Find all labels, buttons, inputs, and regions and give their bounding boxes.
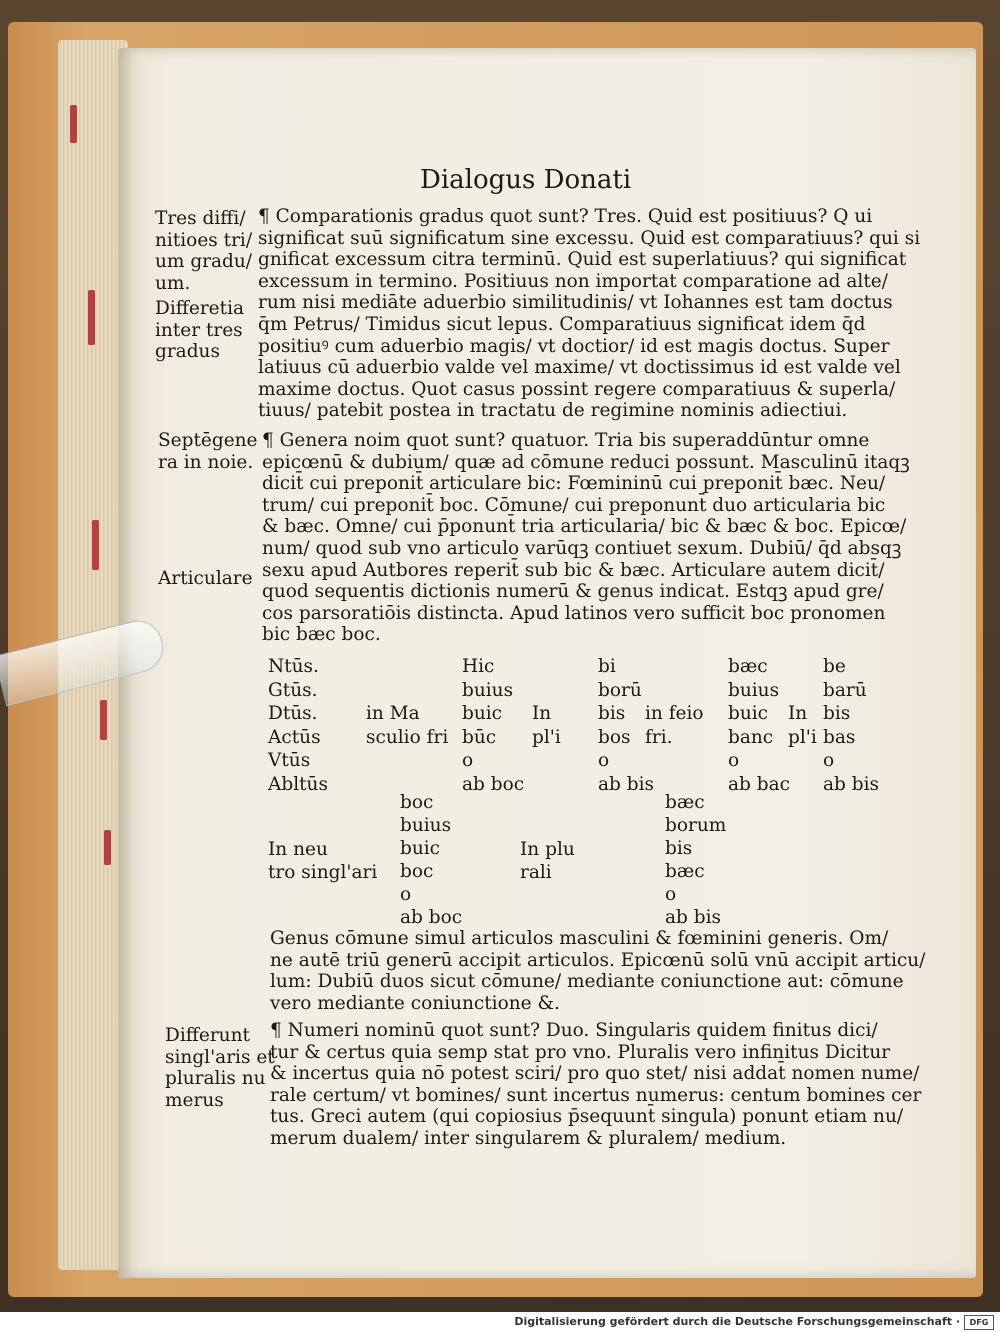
bookmark-tab <box>70 105 77 143</box>
table-masc-singular: Hic buius buic būc o ab boc <box>462 656 525 795</box>
dfg-logo: DFG <box>964 1315 994 1330</box>
table-note-masculine: in Ma sculio fri <box>366 703 449 748</box>
bookmark-tab <box>88 290 95 345</box>
table-label-plural: In plu rali <box>520 839 575 883</box>
paragraph-genera: ¶ Genera noim quot sunt? quatuor. Tria bis superaddūntur omne epicœnū & dubium/ quæ ad cōmune reduci possunt. Masculinū itaqꝫ dicit̄ cui preponit̄ articulare bic: Fœmininū cui preponit̄ bæc. Neu/ trum/ cui preponit̄ boc. Cōmune/ cui preponunt̄ duo articularia bic & bæc. Omne/ cui p̄ponunt̄ tria articularia/ bic & bæc & boc. Epicœ/ num/ quod sub vno articulo varūqꝫ contiuet sexum. Dubiū/ q̄d absqꝫ sexu apud Autbores reperit̄ sub bic & bæc. Articulare autem dicit̄/ quod sequentis dictionis numerū & genus indicat. Estqꝫ apud gre/ cos parsoratiōis distincta. Apud latinos vero sufficit boc pronomen bic bæc boc. <box>262 430 910 646</box>
table-note-plural: In pl'i <box>532 703 561 748</box>
margin-note: Differetia inter tres gradus <box>155 298 245 363</box>
table-fem-singular: bæc buius buic banc o ab bac <box>728 656 790 795</box>
footer-bar <box>0 1312 1000 1332</box>
table-note-feminine: in feio fri. <box>645 703 704 748</box>
page-title: Dialogus Donati <box>420 165 632 195</box>
bookmark-tab <box>100 700 107 740</box>
paragraph-comparatio: ¶ Comparationis gradus quot sunt? Tres. Quid est positiuus? Q ui significat suū significatum sine excessu. Quid est comparatiuus? qui si gnificat excessum citra terminū. Quid est superlatiuus? qui significat excessum in termino. Positiuus non importat comparatione ad alte/ rum nisi mediāte aduerbio similitudinis/ vt Iohannes est tam doctus q̄m Petrus/ Timidus sicut lepus. Comparatiuus significat idem q̄d positiuꝰ cum aduerbio magis/ vt doctior/ id est magis doctus. Super latiuus cū aduerbio valde vel maxime/ vt doctissimus id est valde vel maxime doctus. Quot casus possint regere comparatiuus & superla/ tiuus/ patebit postea in tractatu de regimine nominis adiectiui. <box>258 206 921 422</box>
bookmark-tab <box>92 520 99 570</box>
margin-note: Septēgene ra in noie. <box>158 430 258 473</box>
bookmark-tab <box>104 830 111 865</box>
margin-note: Differunt singl'aris et pluralis nu merus <box>165 1025 275 1111</box>
paragraph-genus-commune: Genus cōmune simul articulos masculini & fœminini generis. Om/ ne autē triū generū accipit articulos. Epicœnū solū vnū accipit articu/ lum: Dubiū duos sicut cōmune/ mediante coniunctione aut: cōmune vero mediante coniunctione &. <box>270 928 926 1014</box>
table-label-neuter: In neu tro singl'ari <box>268 839 378 883</box>
margin-note: Tres diffi/ nitioes tri/ um gradu/ um. <box>155 208 253 294</box>
table-neut-singular: boc buius buic boc o ab boc <box>400 792 463 928</box>
table-cases-column: Ntūs. Gtūs. Dtūs. Actūs Vtūs Abltūs <box>268 656 328 795</box>
margin-note: Articulare <box>158 568 253 589</box>
funding-notice: Digitalisierung gefördert durch die Deutsche Forschungsgemeinschaft · <box>514 1315 960 1328</box>
table-note-plural: In pl'i <box>788 703 817 748</box>
table-neut-plural: bæc borum bis bæc o ab bis <box>665 792 727 928</box>
table-masc-plural: bi borū bis bos o ab bis <box>598 656 655 795</box>
paragraph-numeri: ¶ Numeri nominū quot sunt? Duo. Singularis quidem finitus dici/ tur & certus quia semp stat pro vno. Pluralis vero infinitus Dicitur & incertus quia nō potest sciri/ pro quo stet/ nisi addat̄ nomen nume/ rale certum/ vt bomines/ sunt incertus numerus: centum bomines cer tus. Greci autem (qui copiosius p̄sequunt̄ singula) ponunt etiam nu/ merum dualem/ inter singularem & pluralem/ medium. <box>270 1020 922 1149</box>
table-fem-plural: be barū bis bas o ab bis <box>823 656 880 795</box>
